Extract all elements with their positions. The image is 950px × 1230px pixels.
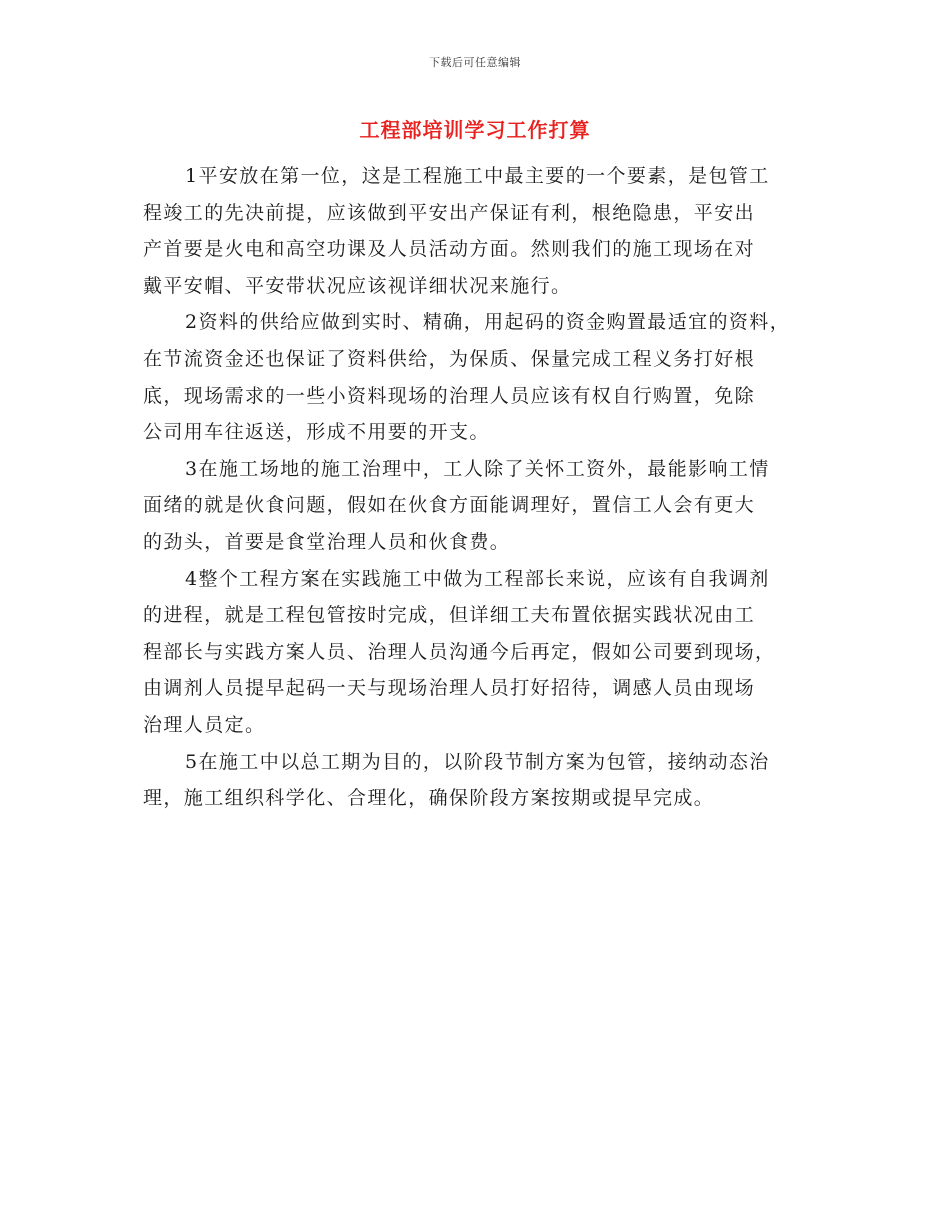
paragraph-4-line-5: 治理人员定。 bbox=[143, 713, 266, 736]
paragraph-1-line-2: 程竣工的先决前提，应该做到平安出产保证有利，根绝隐患，平安出 bbox=[143, 201, 756, 224]
paragraph-1-line-1: 1平安放在第一位，这是工程施工中最主要的一个要素，是包管工 bbox=[185, 165, 770, 187]
header-note: 下载后可任意编辑 bbox=[429, 56, 521, 69]
paragraph-4-line-2: 的进程，就是工程包管按时完成，但详细工夫布置依据实践状况由工 bbox=[143, 604, 756, 627]
paragraph-2-line-3: 底，现场需求的一些小资料现场的治理人员应该有权自行购置，免除 bbox=[143, 384, 756, 407]
paragraph-2-line-4: 公司用车往返送，形成不用要的开支。 bbox=[143, 421, 490, 444]
paragraph-1-line-4: 戴平安帽、平安带状况应该视详细状况来施行。 bbox=[143, 274, 572, 297]
paragraph-3-line-1: 3在施工场地的施工治理中，工人除了关怀工资外，最能影响工情 bbox=[185, 457, 770, 480]
paragraph-5-line-2: 理，施工组织科学化、合理化，确保阶段方案按期或提早完成。 bbox=[143, 787, 715, 810]
document-title: 工程部培训学习工作打算 bbox=[359, 118, 591, 142]
paragraph-1-line-3: 产首要是火电和高空功课及人员活动方面。然则我们的施工现场在对 bbox=[143, 238, 756, 261]
document-body bbox=[143, 158, 823, 817]
paragraph-2-line-1: 2资料的供给应做到实时、精确，用起码的资金购置最适宜的资料， bbox=[185, 311, 791, 334]
paragraph-4-line-4: 由调剂人员提早起码一天与现场治理人员打好招待，调感人员由现场 bbox=[143, 677, 756, 700]
paragraph-5-line-1: 5在施工中以总工期为目的，以阶段节制方案为包管，接纳动态治 bbox=[185, 750, 770, 773]
paragraph-4-line-1: 4整个工程方案在实践施工中做为工程部长来说，应该有自我调剂 bbox=[185, 567, 770, 590]
paragraph-2-line-2: 在节流资金还也保证了资料供给，为保质、保量完成工程义务打好根 bbox=[143, 347, 756, 370]
paragraph-3-line-3: 的劲头，首要是食堂治理人员和伙食费。 bbox=[143, 530, 511, 553]
paragraph-3-line-2: 面绪的就是伙食问题，假如在伙食方面能调理好，置信工人会有更大 bbox=[143, 494, 756, 517]
paragraph-4-line-3: 程部长与实践方案人员、治理人员沟通今后再定，假如公司要到现场， bbox=[143, 640, 776, 663]
